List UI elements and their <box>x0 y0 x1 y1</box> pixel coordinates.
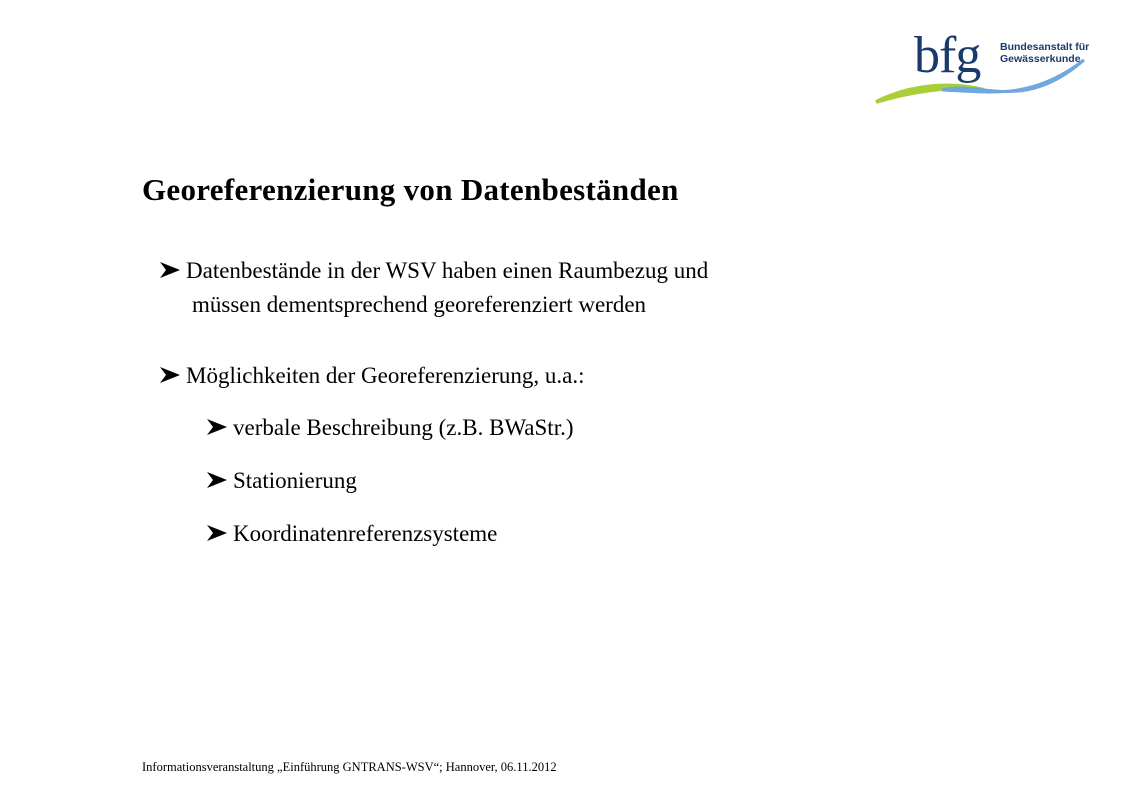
arrow-bullet-icon <box>205 524 229 542</box>
sub-bullet-item <box>205 413 574 443</box>
logo-mark: bfg <box>914 27 981 84</box>
logo-line-2: Gewässerkunde <box>1000 53 1081 65</box>
logo-name <box>1000 41 1089 65</box>
sub-bullet-text: verbale Beschreibung (z.B. BWaStr.) <box>233 415 574 440</box>
bullet-item <box>158 256 708 286</box>
arrow-bullet-icon <box>158 261 182 279</box>
arrow-bullet-icon <box>205 471 229 489</box>
sub-bullet-text: Koordinatenreferenzsysteme <box>233 521 498 546</box>
arrow-bullet-icon <box>205 418 229 436</box>
sub-bullet-item <box>205 519 497 549</box>
slide-title: Georeferenzierung von Datenbeständen <box>142 172 679 207</box>
bfg-logo <box>872 27 1092 110</box>
sub-bullet-item <box>205 466 357 496</box>
bullet-text: Datenbestände in der WSV haben einen Raumbezug und <box>186 258 709 283</box>
arrow-bullet-icon <box>158 366 182 384</box>
logo-line-1: Bundesanstalt für <box>1000 41 1090 53</box>
bullet-text: Möglichkeiten der Georeferenzierung, u.a.: <box>186 363 585 388</box>
footer-text: Informationsveranstaltung „Einführung GNTRANS-WSV“; Hannover, 06.11.2012 <box>142 760 557 774</box>
bullet-continuation: müssen dementsprechend georeferenziert werden <box>192 292 647 317</box>
bullet-item <box>158 361 585 391</box>
sub-bullet-text: Stationierung <box>233 468 357 493</box>
